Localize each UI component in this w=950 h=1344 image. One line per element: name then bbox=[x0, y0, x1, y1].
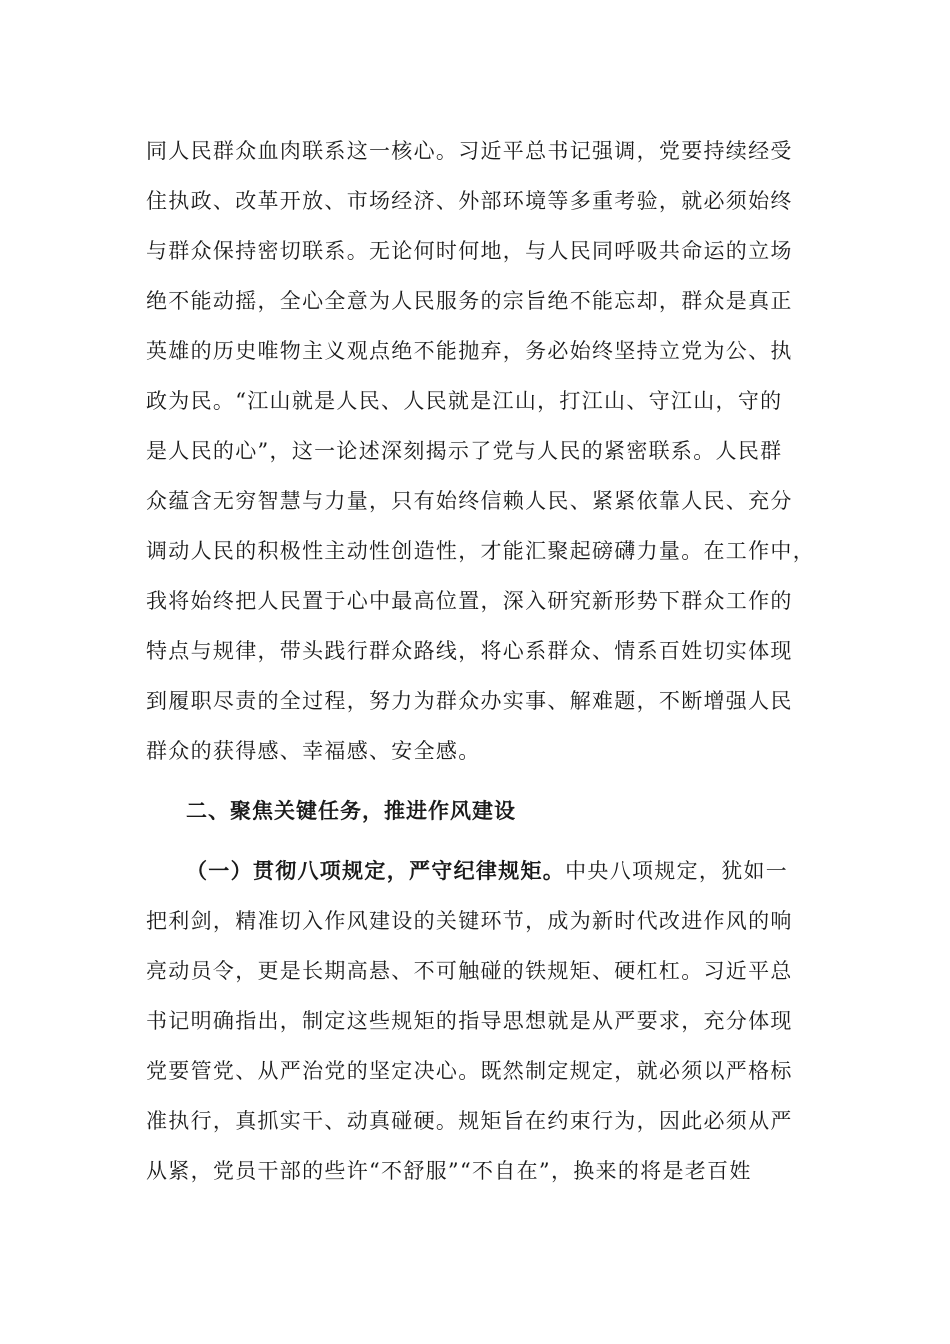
paragraph-line: 亮动员令，更是长期高悬、不可触碰的铁规矩、硬杠杠。习近平总 bbox=[146, 959, 793, 983]
paragraph-line: 与群众保持密切联系。无论何时何地，与人民同呼吸共命运的立场 bbox=[146, 239, 793, 263]
paragraph-line: 群众的获得感、幸福感、安全感。 bbox=[146, 739, 481, 763]
subsection-lead-rest: 中央八项规定，犹如一 bbox=[565, 859, 789, 883]
paragraph-line: 政为民。“江山就是人民、人民就是江山，打江山、守江山，守的 bbox=[146, 389, 783, 413]
section-heading: 二、聚焦关键任务，推进作风建设 bbox=[186, 799, 516, 823]
paragraph-line: 把利剑，精准切入作风建设的关键环节，成为新时代改进作风的响 bbox=[146, 909, 793, 933]
paragraph-line: 调动人民的积极性主动性创造性，才能汇聚起磅礴力量。在工作中， bbox=[146, 539, 815, 563]
paragraph-line: 住执政、改革开放、市场经济、外部环境等多重考验，就必须始终 bbox=[146, 189, 793, 213]
paragraph-line: 是人民的心”，这一论述深刻揭示了党与人民的紧密联系。人民群 bbox=[146, 439, 783, 463]
paragraph-line: 同人民群众血肉联系这一核心。习近平总书记强调，党要持续经受 bbox=[146, 139, 793, 163]
paragraph-line: 众蕴含无穷智慧与力量，只有始终信赖人民、紧紧依靠人民、充分 bbox=[146, 489, 793, 513]
paragraph-line: 特点与规律，带头践行群众路线，将心系群众、情系百姓切实体现 bbox=[146, 639, 793, 663]
paragraph-line: 党要管党、从严治党的坚定决心。既然制定规定，就必须以严格标 bbox=[146, 1059, 793, 1083]
paragraph-line: 我将始终把人民置于心中最高位置，深入研究新形势下群众工作的 bbox=[146, 589, 793, 613]
subsection-lead: （一）贯彻八项规定，严守纪律规矩。 bbox=[186, 858, 566, 883]
paragraph-line: 从紧，党员干部的些许“不舒服”“不自在”，换来的将是老百姓 bbox=[146, 1159, 752, 1183]
paragraph-first-line bbox=[186, 856, 788, 886]
paragraph-line: 书记明确指出，制定这些规矩的指导思想就是从严要求，充分体现 bbox=[146, 1009, 793, 1033]
paragraph-line: 准执行，真抓实干、动真碰硬。规矩旨在约束行为，因此必须从严 bbox=[146, 1109, 793, 1133]
paragraph-line: 到履职尽责的全过程，努力为群众办实事、解难题，不断增强人民 bbox=[146, 689, 793, 713]
paragraph-line: 绝不能动摇，全心全意为人民服务的宗旨绝不能忘却，群众是真正 bbox=[146, 289, 793, 313]
paragraph-line: 英雄的历史唯物主义观点绝不能抛弃，务必始终坚持立党为公、执 bbox=[146, 339, 793, 363]
